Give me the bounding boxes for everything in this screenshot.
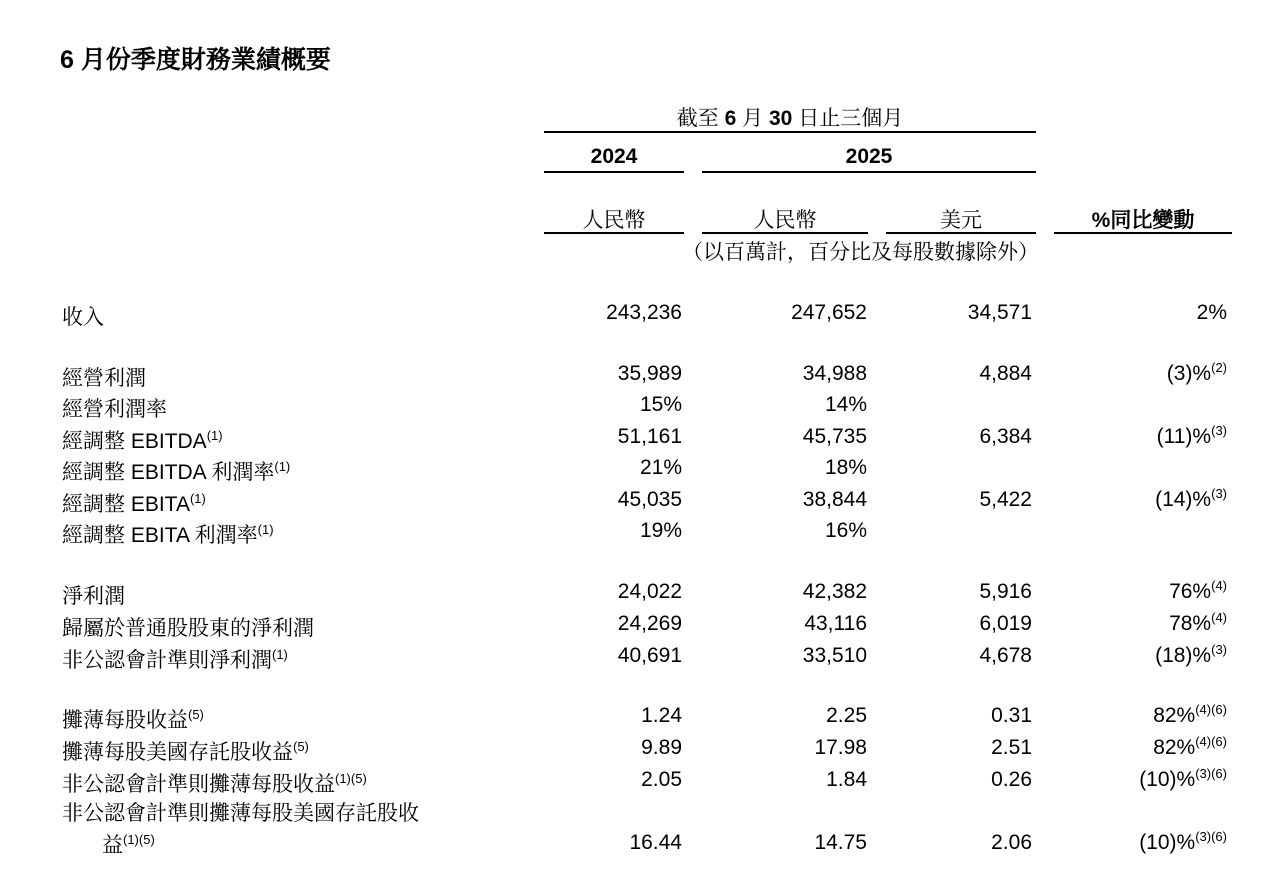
footnote-marker: (1) xyxy=(206,428,223,443)
row-label-line1: 非公認會計準則攤薄每股美國存託股收 xyxy=(62,802,419,825)
table-row xyxy=(0,580,1280,610)
row-label: 非公認會計準則攤薄每股收益$^{(1)(5)}$ xyxy=(62,771,367,796)
value-change: 82%$^{(4)(6)}$ xyxy=(1153,702,1227,727)
row-label: 非公認會計準則淨利潤$^{(1)}$ xyxy=(62,647,288,672)
year-2024: 2024 xyxy=(590,145,638,168)
value-2024: 9.89 xyxy=(641,736,682,759)
currency-header-usd: 美元 xyxy=(940,209,982,232)
footnote-marker: (1)(5) xyxy=(335,771,367,786)
yoy-underline xyxy=(1054,232,1232,234)
row-label-line2: 益$^{(1)(5)}$ xyxy=(102,832,155,857)
footnote-marker: (5) xyxy=(293,739,309,754)
footnote-marker: (1) xyxy=(272,647,288,662)
value-change: (18)%$^{(3)}$ xyxy=(1155,642,1227,667)
rmb-2025-underline xyxy=(702,232,868,234)
value-2025: 2.25 xyxy=(826,704,867,727)
table-row xyxy=(0,768,1280,798)
value-change: (10)%$^{(3)(6)}$ xyxy=(1139,766,1227,791)
value-2024: 2.05 xyxy=(641,768,682,791)
value-2024: 45,035 xyxy=(617,488,682,511)
value-2024: 19% xyxy=(639,519,682,542)
value-2025: 16% xyxy=(824,519,867,542)
value-change: (14)%$^{(3)}$ xyxy=(1155,486,1227,511)
usd-underline xyxy=(886,232,1036,234)
year-2024-underline xyxy=(544,171,684,173)
footnote-marker: (3) xyxy=(1211,486,1227,501)
yoy-change-header: %同比變動 xyxy=(1091,209,1195,232)
page-title: 6 月份季度財務業績概要 xyxy=(60,46,331,74)
value-change: (11)%$^{(3)}$ xyxy=(1156,423,1227,448)
value-2024: 15% xyxy=(639,393,682,416)
value-usd: 2.06 xyxy=(991,831,1032,854)
footnote-marker: (1)(5) xyxy=(123,832,155,847)
value-usd: 5,916 xyxy=(979,580,1032,603)
value-2025: 34,988 xyxy=(802,362,867,385)
value-usd: 0.31 xyxy=(991,704,1032,727)
value-2024: 21% xyxy=(639,456,682,479)
table-row xyxy=(0,362,1280,392)
value-2025: 17.98 xyxy=(814,736,867,759)
table-row xyxy=(0,425,1280,455)
value-2025: 1.84 xyxy=(826,768,867,791)
footnote-marker: (3) xyxy=(1211,423,1227,438)
value-2025: 45,735 xyxy=(802,425,867,448)
year-2025-underline xyxy=(702,171,1036,173)
table-row xyxy=(0,393,1280,423)
value-usd: 4,678 xyxy=(979,644,1032,667)
value-change: 2% xyxy=(1196,301,1227,324)
value-2025: 14.75 xyxy=(814,831,867,854)
table-row xyxy=(0,644,1280,674)
value-usd: 34,571 xyxy=(967,301,1032,324)
value-usd: 2.51 xyxy=(991,736,1032,759)
value-change: (10)%$^{(3)(6)}$ xyxy=(1139,829,1227,854)
value-2024: 1.24 xyxy=(641,704,682,727)
row-label: 經營利潤 xyxy=(62,367,146,390)
row-label: 歸屬於普通股股東的淨利潤 xyxy=(62,617,314,640)
value-usd: 4,884 xyxy=(979,362,1032,385)
row-label: 經營利潤率 xyxy=(62,398,167,421)
value-2024: 40,691 xyxy=(617,644,682,667)
table-row xyxy=(0,488,1280,518)
footnote-marker: (3)(6) xyxy=(1195,766,1227,781)
footnote-marker: (5) xyxy=(188,707,204,722)
value-2025: 18% xyxy=(824,456,867,479)
value-2025: 43,116 xyxy=(804,612,867,635)
row-label: 經調整 EBITA$^{(1)}$ xyxy=(62,491,206,516)
row-label: 攤薄每股收益$^{(5)}$ xyxy=(62,707,204,732)
row-label: 經調整 EBITA 利潤率$^{(1)}$ xyxy=(62,522,274,547)
table-row xyxy=(0,519,1280,549)
value-2025: 33,510 xyxy=(802,644,867,667)
units-note: （以百萬計，百分比及每股數據除外） xyxy=(682,241,1039,264)
period-underline xyxy=(544,131,1036,133)
table-row xyxy=(0,612,1280,642)
value-usd: 0.26 xyxy=(991,768,1032,791)
value-2025: 14% xyxy=(824,393,867,416)
footnote-marker: (4) xyxy=(1211,610,1227,625)
value-usd: 5,422 xyxy=(979,488,1032,511)
footnote-marker: (1) xyxy=(257,522,274,537)
value-usd: 6,384 xyxy=(979,425,1032,448)
table-row xyxy=(0,704,1280,734)
period-header: 截至 6 月 30 日止三個月 xyxy=(676,107,904,130)
footnote-marker: (3)(6) xyxy=(1195,829,1227,844)
currency-header-rmb-2024: 人民幣 xyxy=(582,209,646,232)
table-row xyxy=(0,797,1280,867)
currency-header-rmb-2025: 人民幣 xyxy=(753,209,817,232)
row-label: 經調整 EBITDA 利潤率$^{(1)}$ xyxy=(62,459,291,484)
value-2024: 35,989 xyxy=(617,362,682,385)
footnote-marker: (4) xyxy=(1211,578,1227,593)
value-2025: 42,382 xyxy=(802,580,867,603)
footnote-marker: (3) xyxy=(1211,642,1227,657)
row-label: 經調整 EBITDA$^{(1)}$ xyxy=(62,428,223,453)
table-row xyxy=(0,456,1280,486)
value-2024: 24,022 xyxy=(617,580,682,603)
row-label: 淨利潤 xyxy=(62,585,125,608)
value-usd: 6,019 xyxy=(979,612,1032,635)
value-change: 82%$^{(4)(6)}$ xyxy=(1153,734,1227,759)
footnote-marker: (1) xyxy=(274,459,291,474)
row-label: 收入 xyxy=(62,306,104,329)
value-2025: 247,652 xyxy=(791,301,867,324)
value-change: (3)%$^{(2)}$ xyxy=(1166,360,1227,385)
year-2025: 2025 xyxy=(845,145,893,168)
value-2024: 51,161 xyxy=(617,425,682,448)
footnote-marker: (4)(6) xyxy=(1195,734,1227,749)
rmb-2024-underline xyxy=(544,232,684,234)
row-label: 攤薄每股美國存託股收益$^{(5)}$ xyxy=(62,739,309,764)
value-change: 78%$^{(4)}$ xyxy=(1169,610,1227,635)
footnote-marker: (4)(6) xyxy=(1195,702,1227,717)
footnote-marker: (2) xyxy=(1211,360,1227,375)
table-row xyxy=(0,301,1280,331)
value-2025: 38,844 xyxy=(802,488,867,511)
value-change: 76%$^{(4)}$ xyxy=(1169,578,1227,603)
table-row xyxy=(0,736,1280,766)
value-2024: 16.44 xyxy=(629,831,682,854)
footnote-marker: (1) xyxy=(189,491,206,506)
value-2024: 243,236 xyxy=(606,301,682,324)
value-2024: 24,269 xyxy=(617,612,682,635)
